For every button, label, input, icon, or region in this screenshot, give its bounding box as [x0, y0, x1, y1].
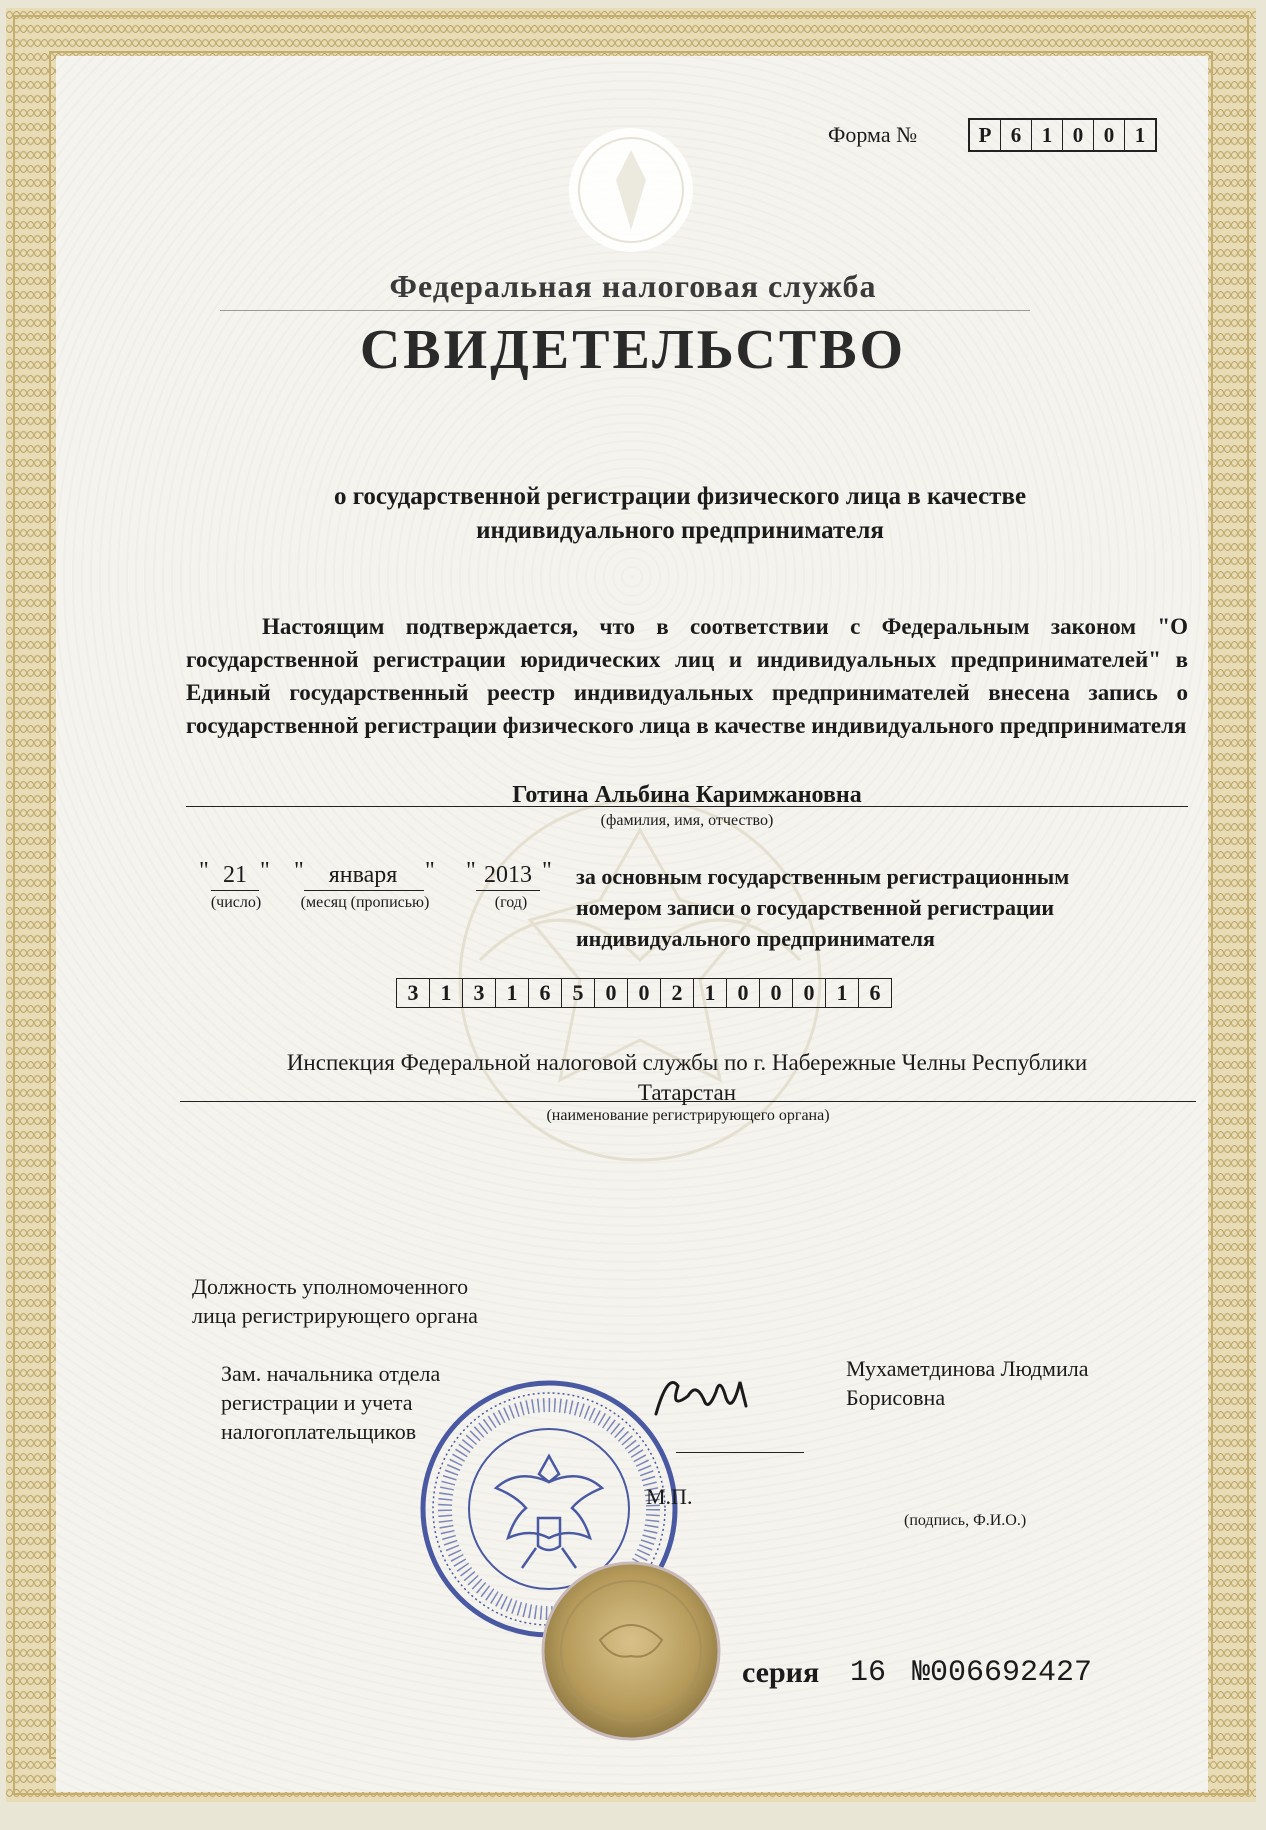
- ogrn-digit-cell: 1: [496, 979, 529, 1007]
- fio-line: Мухаметдинова Людмила: [846, 1356, 1089, 1381]
- form-code-cell: 0: [1063, 120, 1094, 150]
- ogrn-digit-cell: 5: [562, 979, 595, 1007]
- ogrn-digit-cell: 6: [869, 980, 881, 1005]
- signature-line: [676, 1452, 804, 1453]
- authority-caption: (наименование регистрирующего органа): [546, 1107, 830, 1124]
- month-caption: (месяц (прописью): [300, 894, 430, 911]
- body-text: Настоящим подтверждается, что в соответствии с Федеральным законом "О государственной регистрации юридических лиц и индивидуальных предпринимателей" в Единый государственный реестр индивидуальных предпринимателей внесена запись о государственной регистрации физического лица в качестве индивидуального предпринимателя: [186, 614, 1188, 738]
- heading-divider: [220, 310, 1030, 311]
- quote-mark: ": [425, 858, 435, 884]
- certificate-number: №006692427: [912, 1656, 1093, 1690]
- quote-mark: ": [294, 858, 304, 884]
- form-number-boxes: [968, 118, 1157, 152]
- ogrn-digit-cell: 0: [628, 979, 661, 1007]
- ogrnip-number-boxes: [396, 978, 892, 1008]
- name-caption: (фамилия, имя, отчество): [600, 812, 774, 829]
- eagle-emblem-icon: [496, 1456, 602, 1568]
- form-code-cell: 1: [1032, 120, 1063, 150]
- quote-mark: ": [466, 858, 476, 884]
- authority-line: Инспекция Федеральной налоговой службы по г. Набережные Челны Республики: [286, 1050, 1088, 1075]
- ogrn-digit-cell: 2: [661, 979, 694, 1007]
- authority-line: Татарстан: [637, 1080, 737, 1105]
- quote-mark: ": [199, 858, 209, 884]
- year-underline: [476, 890, 540, 891]
- document-title: СВИДЕТЕЛЬСТВО: [359, 319, 907, 381]
- date-day: 21: [223, 862, 247, 888]
- series-label: серия: [742, 1656, 820, 1689]
- signatory-position: [221, 1359, 440, 1446]
- day-underline: [211, 890, 259, 891]
- date-year: 2013: [484, 862, 532, 888]
- position-line: Зам. начальника отдела: [221, 1361, 441, 1386]
- series-value: 16: [850, 1656, 887, 1690]
- body-paragraph: [186, 610, 1188, 742]
- position-label-line: лица регистрирующего органа: [192, 1303, 478, 1328]
- date-month: января: [328, 862, 398, 888]
- ogrn-digit-cell: 1: [430, 979, 463, 1007]
- form-code-cell: Р: [970, 120, 1001, 150]
- ogrn-digit-cell: 0: [727, 979, 760, 1007]
- document-subtitle: [250, 480, 1110, 548]
- ogrn-digit-cell: 6: [529, 979, 562, 1007]
- ogrn-digit-cell: 0: [760, 979, 793, 1007]
- emblem-watermark: [556, 110, 706, 270]
- quote-mark: ": [542, 858, 552, 884]
- stamp-place-label: М.П.: [646, 1484, 693, 1509]
- ogrn-digit-cell: 0: [793, 979, 826, 1007]
- year-caption: (год): [494, 894, 528, 911]
- registering-authority: [186, 1048, 1188, 1108]
- authority-underline: [180, 1101, 1196, 1102]
- name-underline: [186, 806, 1188, 807]
- subtitle-line: индивидуального предпринимателя: [476, 517, 884, 544]
- registration-line: номером записи о государственной регистрации: [576, 895, 1055, 920]
- ogrn-digit-cell: 1: [694, 979, 727, 1007]
- ogrn-digit-cell: 3: [463, 979, 496, 1007]
- quote-mark: ": [260, 858, 270, 884]
- ogrn-digit-cell: 0: [595, 979, 628, 1007]
- form-code-cell: 0: [1094, 120, 1125, 150]
- signatory-fio: [846, 1354, 1088, 1412]
- ogrn-digit-cell: 1: [826, 979, 859, 1007]
- day-caption: (число): [210, 894, 262, 911]
- person-full-name: Готина Альбина Каримжановна: [512, 782, 862, 808]
- registration-line: за основным государственным регистрационным: [576, 864, 1070, 889]
- fio-line: Борисовна: [846, 1385, 946, 1410]
- hologram-seal-icon: [540, 1560, 722, 1742]
- handwritten-signature: [648, 1362, 758, 1428]
- position-label-line: Должность уполномоченного: [192, 1274, 469, 1299]
- form-number-label: Форма №: [828, 122, 918, 147]
- form-code-cell: 1: [1134, 122, 1146, 147]
- form-code-cell: 6: [1001, 120, 1032, 150]
- agency-name: Федеральная налоговая служба: [389, 268, 877, 304]
- position-label: [192, 1272, 478, 1330]
- position-line: регистрации и учета: [221, 1390, 413, 1415]
- signature-caption: (подпись, Ф.И.О.): [904, 1512, 1027, 1529]
- ogrn-digit-cell: 3: [397, 979, 430, 1007]
- registration-text: [576, 861, 1176, 954]
- month-underline: [304, 890, 424, 891]
- subtitle-line: о государственной регистрации физического лица в качестве: [333, 483, 1027, 510]
- position-line: налогоплательщиков: [221, 1419, 417, 1444]
- registration-line: индивидуального предпринимателя: [576, 926, 935, 951]
